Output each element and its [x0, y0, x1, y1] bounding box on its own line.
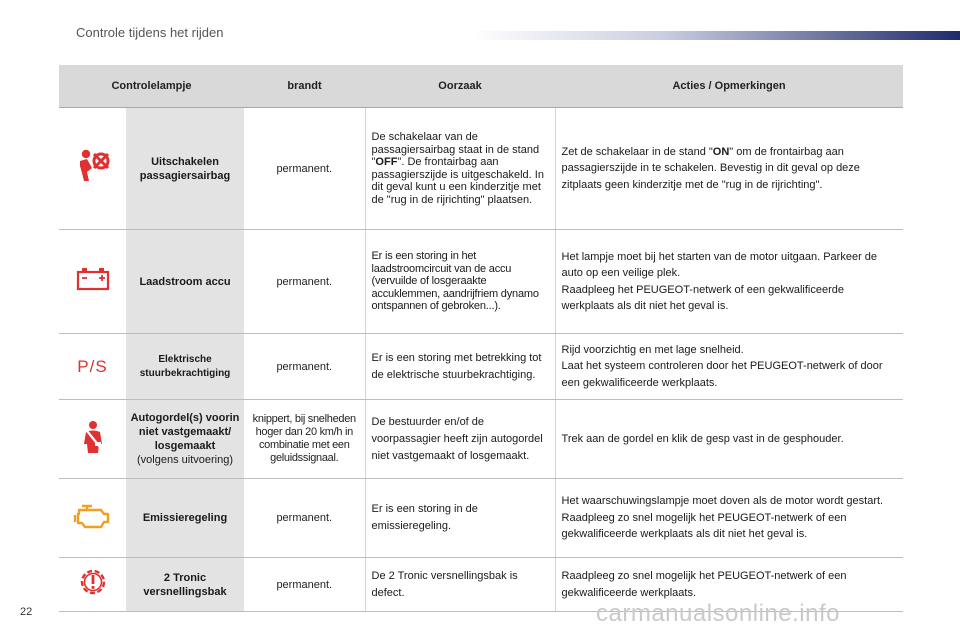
airbag-off-icon — [75, 148, 111, 189]
column-header-cause: Oorzaak — [365, 65, 555, 108]
page-number: 22 — [20, 606, 33, 618]
seatbelt-icon — [78, 420, 108, 459]
lamp-name: Emissieregeling — [126, 479, 244, 558]
battery-icon — [76, 267, 110, 296]
watermark: carmanualsonline.info — [596, 600, 840, 627]
lamp-state: knippert, bij snelheden hoger dan 20 km/h in combinatie met een geluidssignaal. — [244, 400, 365, 479]
lamp-action: Trek aan de gordel en klik de gesp vast in de gesphouder. — [555, 400, 903, 479]
table-row — [59, 108, 903, 230]
power-steering-icon: P/S — [77, 356, 108, 376]
lamp-name: Elektrische stuurbekrachtiging — [126, 334, 244, 400]
lamp-action: Raadpleeg zo snel mogelijk het PEUGEOT-netwerk of een gekwalificeerde werkplaats. — [555, 558, 903, 612]
lamp-cause: De schakelaar van de passagiersairbag staat in de stand "OFF". De frontairbag aan passagierszijde is uitgeschakeld. In dit geval kunt u een kinderzitje met de "rug in de rijrichting" plaatsen. — [365, 108, 555, 230]
lamp-state: permanent. — [244, 108, 365, 230]
lamp-action: Rijd voorzichtig en met lage snelheid. Laat het systeem controleren door het PEUGEOT-netwerk of door een gekwalificeerde werkplaats. — [555, 334, 903, 400]
lamp-icon-cell — [59, 334, 126, 400]
lamp-icon-cell — [59, 479, 126, 558]
lamp-name: 2 Tronic versnellingsbak — [126, 558, 244, 612]
table-row — [59, 479, 903, 558]
table-row — [59, 334, 903, 400]
lamp-action: Het waarschuwingslampje moet doven als de motor wordt gestart. Raadpleeg zo snel mogelijk het PEUGEOT-netwerk of een gekwalificeerde werkplaats als dit niet het geval is. — [555, 479, 903, 558]
lamp-state: permanent. — [244, 558, 365, 612]
column-header-actions: Acties / Opmerkingen — [555, 65, 903, 108]
lamp-state: permanent. — [244, 334, 365, 400]
lamp-cause: Er is een storing met betrekking tot de elektrische stuurbekrachtiging. — [365, 334, 555, 400]
lamp-cause: Er is een storing in het laadstroomcircuit van de accu (vervuilde of losgeraakte accuklemmen, aandrijfriem dynamo ontspannen of gebroken...). — [365, 230, 555, 334]
warning-lamps-table — [59, 65, 903, 612]
column-header-lamp: Controlelampje — [59, 65, 244, 108]
lamp-state: permanent. — [244, 230, 365, 334]
gearbox-warning-icon — [77, 566, 109, 603]
lamp-icon-cell — [59, 400, 126, 479]
lamp-icon-cell — [59, 230, 126, 334]
lamp-action: Zet de schakelaar in de stand "ON" om de frontairbag aan passagierszijde in te schakelen. Bevestig in dit geval op deze zitplaats geen kinderzitje met de "rug in de rijrichting". — [555, 108, 903, 230]
lamp-cause: De bestuurder en/of de voorpassagier heeft zijn autogordel niet vastgemaakt of losgemaakt. — [365, 400, 555, 479]
lamp-state: permanent. — [244, 479, 365, 558]
lamp-cause: De 2 Tronic versnellingsbak is defect. — [365, 558, 555, 612]
lamp-name: Uitschakelen passagiersairbag — [126, 108, 244, 230]
lamp-icon-cell — [59, 108, 126, 230]
lamp-icon-cell — [59, 558, 126, 612]
header-decoration-bar — [470, 31, 960, 40]
column-header-state: brandt — [244, 65, 365, 108]
lamp-action: Het lampje moet bij het starten van de motor uitgaan. Parkeer de auto op een veilige plek. Raadpleeg het PEUGEOT-netwerk of een gekwalificeerde werkplaats als dit niet het geval is. — [555, 230, 903, 334]
lamp-name: Laadstroom accu — [126, 230, 244, 334]
table-row — [59, 230, 903, 334]
table-header-row — [59, 65, 903, 108]
lamp-cause: Er is een storing in de emissieregeling. — [365, 479, 555, 558]
engine-icon — [73, 502, 113, 535]
page-section-title: Controle tijdens het rijden — [76, 25, 224, 40]
table-row — [59, 400, 903, 479]
lamp-name: Autogordel(s) voorin niet vastgemaakt/ losgemaakt (volgens uitvoering) — [126, 400, 244, 479]
